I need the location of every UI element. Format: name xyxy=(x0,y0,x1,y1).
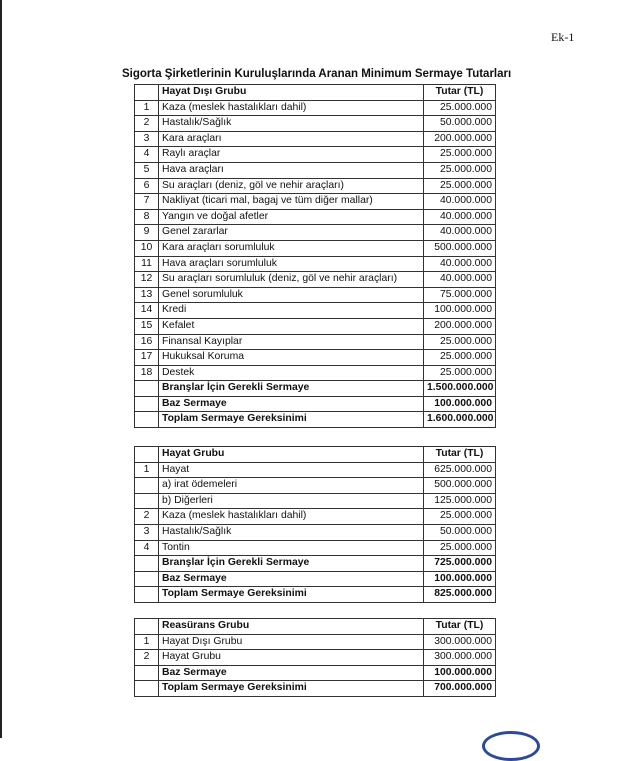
branch-name-cell: Hastalık/Sağlık xyxy=(159,524,424,540)
total-label-cell: Toplam Sermaye Gereksinimi xyxy=(159,681,424,697)
row-number-cell xyxy=(135,665,159,681)
branch-name-cell: Su araçları sorumluluk (deniz, göl ve nehir araçları) xyxy=(159,272,424,288)
branch-name-cell: Raylı araçlar xyxy=(159,147,424,163)
amount-cell: 625.000.000 xyxy=(424,462,496,478)
table-row xyxy=(135,650,496,666)
row-number-cell xyxy=(135,571,159,587)
table-row xyxy=(135,334,496,350)
total-amount-cell: 100.000.000 xyxy=(424,665,496,681)
table-row xyxy=(135,493,496,509)
group-header-cell: Hayat Dışı Grubu xyxy=(159,85,424,101)
table-row xyxy=(135,162,496,178)
branch-name-cell: Kara araçları sorumluluk xyxy=(159,240,424,256)
branch-name-cell: Hayat Dışı Grubu xyxy=(159,634,424,650)
table-row xyxy=(135,116,496,132)
row-number-cell: 16 xyxy=(135,334,159,350)
row-number-cell: 3 xyxy=(135,524,159,540)
total-row xyxy=(135,556,496,572)
branch-name-cell: Kara araçları xyxy=(159,131,424,147)
row-number-cell: 13 xyxy=(135,287,159,303)
amount-cell: 25.000.000 xyxy=(424,509,496,525)
row-number-cell xyxy=(135,478,159,494)
amount-cell: 100.000.000 xyxy=(424,303,496,319)
amount-cell: 300.000.000 xyxy=(424,650,496,666)
row-number-cell: 17 xyxy=(135,350,159,366)
row-number-cell: 2 xyxy=(135,116,159,132)
amount-cell: 40.000.000 xyxy=(424,256,496,272)
branch-name-cell: Su araçları (deniz, göl ve nehir araçları) xyxy=(159,178,424,194)
row-number-cell xyxy=(135,556,159,572)
row-number-cell: 2 xyxy=(135,650,159,666)
row-number-cell: 9 xyxy=(135,225,159,241)
table-row xyxy=(135,509,496,525)
amount-cell: 500.000.000 xyxy=(424,240,496,256)
non-life-group-table xyxy=(134,84,496,428)
amount-header-cell: Tutar (TL) xyxy=(424,619,496,635)
table-row xyxy=(135,131,496,147)
branch-name-cell: Hastalık/Sağlık xyxy=(159,116,424,132)
table-header-row xyxy=(135,619,496,635)
amount-cell: 25.000.000 xyxy=(424,334,496,350)
branch-name-cell: Kefalet xyxy=(159,318,424,334)
row-number-cell: 3 xyxy=(135,131,159,147)
row-number-cell: 2 xyxy=(135,509,159,525)
total-row xyxy=(135,571,496,587)
branch-name-cell: Kaza (meslek hastalıkları dahil) xyxy=(159,509,424,525)
row-number-cell: 4 xyxy=(135,147,159,163)
amount-cell: 40.000.000 xyxy=(424,225,496,241)
row-number-cell: 6 xyxy=(135,178,159,194)
amount-cell: 50.000.000 xyxy=(424,116,496,132)
table-row xyxy=(135,194,496,210)
table-row xyxy=(135,540,496,556)
branch-name-cell: Hayat Grubu xyxy=(159,650,424,666)
amount-cell: 25.000.000 xyxy=(424,540,496,556)
amount-cell: 200.000.000 xyxy=(424,318,496,334)
page-left-edge xyxy=(0,0,2,738)
row-number-cell xyxy=(135,681,159,697)
total-amount-cell: 825.000.000 xyxy=(424,587,496,603)
total-row xyxy=(135,396,496,412)
amount-cell: 40.000.000 xyxy=(424,272,496,288)
branch-name-cell: Finansal Kayıplar xyxy=(159,334,424,350)
amount-cell: 25.000.000 xyxy=(424,162,496,178)
row-number-cell: 4 xyxy=(135,540,159,556)
annex-label: Ek-1 xyxy=(551,30,575,44)
branch-name-cell: Kredi xyxy=(159,303,424,319)
official-seal xyxy=(482,731,540,761)
total-label-cell: Toplam Sermaye Gereksinimi xyxy=(159,587,424,603)
total-label-cell: Branşlar İçin Gerekli Sermaye xyxy=(159,381,424,397)
amount-cell: 50.000.000 xyxy=(424,524,496,540)
table-row xyxy=(135,240,496,256)
table-row xyxy=(135,225,496,241)
branch-name-cell: Nakliyat (ticari mal, bagaj ve tüm diğer mallar) xyxy=(159,194,424,210)
amount-cell: 40.000.000 xyxy=(424,209,496,225)
row-number-cell xyxy=(135,493,159,509)
document-title: Sigorta Şirketlerinin Kuruluşlarında Aranan Minimum Sermaye Tutarları xyxy=(122,68,512,80)
branch-name-cell: b) Diğerleri xyxy=(159,493,424,509)
amount-cell: 25.000.000 xyxy=(424,178,496,194)
total-amount-cell: 100.000.000 xyxy=(424,396,496,412)
row-number-cell: 11 xyxy=(135,256,159,272)
row-number-cell xyxy=(135,396,159,412)
table-row xyxy=(135,634,496,650)
row-number-cell: 5 xyxy=(135,162,159,178)
row-number-cell: 14 xyxy=(135,303,159,319)
total-row xyxy=(135,665,496,681)
row-number-cell: 18 xyxy=(135,365,159,381)
table-row xyxy=(135,524,496,540)
row-number-cell xyxy=(135,381,159,397)
branch-name-cell: a) irat ödemeleri xyxy=(159,478,424,494)
row-number-cell xyxy=(135,412,159,428)
amount-cell: 125.000.000 xyxy=(424,493,496,509)
branch-name-cell: Genel zararlar xyxy=(159,225,424,241)
total-label-cell: Toplam Sermaye Gereksinimi xyxy=(159,412,424,428)
total-row xyxy=(135,681,496,697)
branch-name-cell: Destek xyxy=(159,365,424,381)
row-number-cell xyxy=(135,447,159,463)
amount-cell: 75.000.000 xyxy=(424,287,496,303)
amount-cell: 25.000.000 xyxy=(424,365,496,381)
table-row xyxy=(135,303,496,319)
group-header-cell: Reasürans Grubu xyxy=(159,619,424,635)
row-number-cell xyxy=(135,619,159,635)
row-number-cell: 1 xyxy=(135,634,159,650)
total-label-cell: Baz Sermaye xyxy=(159,571,424,587)
table-row xyxy=(135,209,496,225)
table-row xyxy=(135,287,496,303)
amount-cell: 200.000.000 xyxy=(424,131,496,147)
table-header-row xyxy=(135,447,496,463)
life-group-table xyxy=(134,446,496,603)
branch-name-cell: Yangın ve doğal afetler xyxy=(159,209,424,225)
table-row xyxy=(135,100,496,116)
branch-name-cell: Hayat xyxy=(159,462,424,478)
row-number-cell: 10 xyxy=(135,240,159,256)
total-amount-cell: 1.500.000.000 xyxy=(424,381,496,397)
table-row xyxy=(135,350,496,366)
total-label-cell: Branşlar İçin Gerekli Sermaye xyxy=(159,556,424,572)
branch-name-cell: Kaza (meslek hastalıkları dahil) xyxy=(159,100,424,116)
row-number-cell: 12 xyxy=(135,272,159,288)
amount-cell: 25.000.000 xyxy=(424,350,496,366)
total-label-cell: Baz Sermaye xyxy=(159,396,424,412)
table-row xyxy=(135,365,496,381)
table-row xyxy=(135,147,496,163)
branch-name-cell: Genel sorumluluk xyxy=(159,287,424,303)
row-number-cell: 15 xyxy=(135,318,159,334)
row-number-cell xyxy=(135,85,159,101)
row-number-cell xyxy=(135,587,159,603)
total-amount-cell: 1.600.000.000 xyxy=(424,412,496,428)
group-header-cell: Hayat Grubu xyxy=(159,447,424,463)
amount-header-cell: Tutar (TL) xyxy=(424,85,496,101)
table-row xyxy=(135,178,496,194)
amount-cell: 500.000.000 xyxy=(424,478,496,494)
total-row xyxy=(135,412,496,428)
reinsurance-group-table xyxy=(134,618,496,697)
branch-name-cell: Hava araçları xyxy=(159,162,424,178)
branch-name-cell: Hukuksal Koruma xyxy=(159,350,424,366)
amount-cell: 300.000.000 xyxy=(424,634,496,650)
table-header-row xyxy=(135,85,496,101)
total-amount-cell: 100.000.000 xyxy=(424,571,496,587)
amount-cell: 25.000.000 xyxy=(424,100,496,116)
total-amount-cell: 700.000.000 xyxy=(424,681,496,697)
row-number-cell: 1 xyxy=(135,462,159,478)
table-row xyxy=(135,318,496,334)
table-row xyxy=(135,272,496,288)
total-row xyxy=(135,381,496,397)
table-row xyxy=(135,462,496,478)
table-row xyxy=(135,256,496,272)
row-number-cell: 1 xyxy=(135,100,159,116)
total-amount-cell: 725.000.000 xyxy=(424,556,496,572)
row-number-cell: 7 xyxy=(135,194,159,210)
row-number-cell: 8 xyxy=(135,209,159,225)
total-label-cell: Baz Sermaye xyxy=(159,665,424,681)
table-row xyxy=(135,478,496,494)
amount-cell: 25.000.000 xyxy=(424,147,496,163)
branch-name-cell: Tontin xyxy=(159,540,424,556)
total-row xyxy=(135,587,496,603)
amount-header-cell: Tutar (TL) xyxy=(424,447,496,463)
branch-name-cell: Hava araçları sorumluluk xyxy=(159,256,424,272)
amount-cell: 40.000.000 xyxy=(424,194,496,210)
